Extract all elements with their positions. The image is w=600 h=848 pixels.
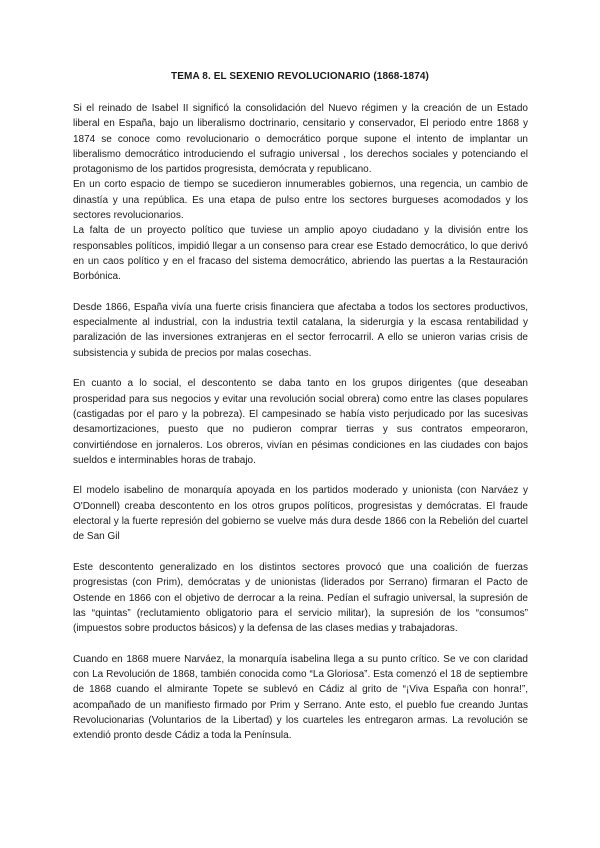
paragraph-intro: Si el reinado de Isabel II significó la consolidación del Nuevo régimen y la creación de un Estado liberal en España, bajo un liberalismo doctrinario, censitario y conservador, El periodo entre 1868 y 1874 se conoce como revolucionario o democrático porque supone el intento de implantar un liberalismo democrático introduciendo el sufragio universal , los derechos sociales y potenciando el protagonismo de los partidos progresista, demócrata y republicano. bbox=[73, 103, 528, 176]
document-title: TEMA 8. EL SEXENIO REVOLUCIONARIO (1868-1874) bbox=[171, 71, 429, 82]
paragraph-revolution-1868: Cuando en 1868 muere Narváez, la monarquía isabelina llega a su punto crítico. Se ve con claridad con La Revolución de 1868, también conocida como “La Gloriosa”. Esta comenzó el 18 de septiembre de 1868 cuando el almirante Topete se sublevó en Cádiz al grito de “¡Viva España con honra!”, acompañado de un manifiesto firmado por Prim y Serrano. Ante esto, el pueblo fue creando Juntas Revolucionarias (Voluntarios de la Libertad) y los cuarteles les entregaron armas. La revolución se extendió pronto desde Cádiz a toda la Península. bbox=[73, 653, 528, 742]
paragraph-economic-crisis: Desde 1866, España vivía una fuerte crisis financiera que afectaba a todos los sectores productivos, especialmente al industrial, con la industria textil catalana, la siderurgia y la escasa rentabilidad y paralización de las inversiones extranjeras en el sector ferrocarril. A ello se unieron varias crisis de subsistencia y subida de precios por malas cosechas. bbox=[73, 301, 528, 359]
paragraph-political-failure: La falta de un proyecto político que tuviese un amplio apoyo ciudadano y la división entre los responsables políticos, impidió llegar a un consenso para crear ese Estado democrático, lo que derivó en un caos político y en el fracaso del sistema democrático, abriendo las puertas a la Restauración Borbónica. bbox=[73, 225, 528, 283]
paragraph-governments: En un corto espacio de tiempo se sucedieron innumerables gobiernos, una regencia, un cambio de dinastía y una república. Es una etapa de pulso entre los sectores burgueses acomodados y los sectores revolucionarios. bbox=[73, 179, 528, 222]
paragraph-political-model: El modelo isabelino de monarquía apoyada en los partidos moderado y unionista (con Narváez y O'Donnell) creaba descontento en los otros grupos políticos, progresistas y demócratas. El fraude electoral y la fuerte represión del gobierno se vuelve más dura desde 1866 con la Rebelión del cuartel de San Gil bbox=[73, 485, 528, 543]
document-body bbox=[73, 101, 528, 743]
paragraph-social-discontent: En cuanto a lo social, el descontento se daba tanto en los grupos dirigentes (que deseaban prosperidad para sus negocios y evitar una revolución social obrera) como entre las clases populares (castigadas por el paro y la pobreza). El campesinado se había visto perjudicado por las sucesivas desamortizaciones, puesto que no pudieron comprar tierras y sus contratos empeoraron, convirtiéndose en jornaleros. Los obreros, vivían en pésimas condiciones en las ciudades con bajos sueldos e interminables horas de trabajo. bbox=[73, 378, 528, 466]
paragraph-ostende-pact: Este descontento generalizado en los distintos sectores provocó que una coalición de fuerzas progresistas (con Prim), demócratas y de unionistas (liderados por Serrano) firmaran el Pacto de Ostende en 1866 con el objetivo de derrocar a la reina. Pedían el sufragio universal, la supresión de las “quintas” (reclutamiento obligatorio para el servicio militar), la supresión de los “consumos” (impuestos sobre productos básicos) y la defensa de las clases medias y trabajadoras. bbox=[73, 561, 528, 635]
